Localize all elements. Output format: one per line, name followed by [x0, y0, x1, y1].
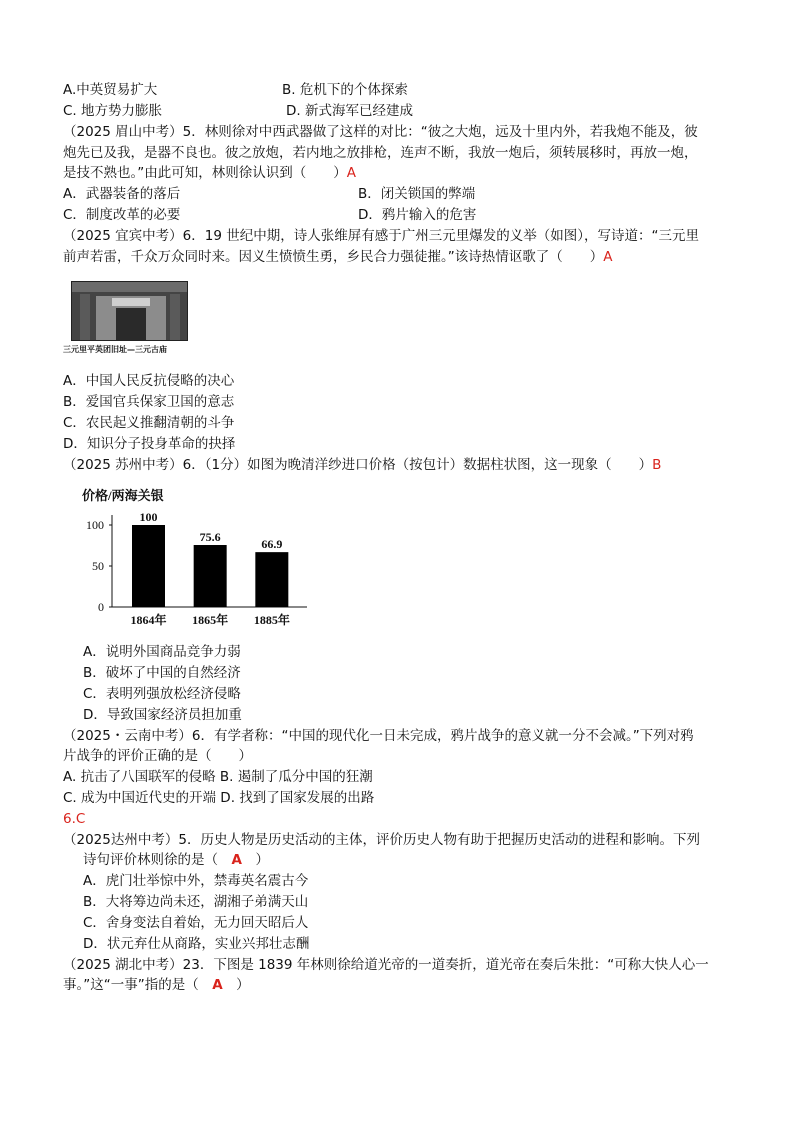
q6-suzhou-option-c: C．表明列强放松经济侵略 [83, 686, 241, 702]
chart-x-tick-label: 1865年 [192, 613, 229, 627]
q6-yibin-option-c: C．农民起义推翻清朝的斗争 [63, 415, 235, 431]
q6-yibin-answer: A [603, 249, 613, 265]
q23-hubei-stem-text: 事。”这“一事”指的是（ [63, 977, 213, 993]
q6-yibin-option-b: B．爱国官兵保家卫国的意志 [63, 394, 235, 410]
q5-dazhou-stem-text: 诗句评价林则徐的是（ [83, 852, 232, 868]
q6-yibin-option-d: D．知识分子投身革命的抉择 [63, 436, 236, 452]
chart-bar-value-label: 75.6 [199, 530, 221, 545]
q5-meishan-stem-3 [63, 163, 356, 183]
q5-meishan-option-b: B．闭关锁国的弊端 [358, 186, 476, 202]
chart-y-tick-label: 100 [86, 518, 104, 532]
chart-y-tick-label: 50 [92, 559, 104, 573]
q6-yibin-stem-1: （2025 宜宾中考）6．19 世纪中期，诗人张维屏有感于广州三元里爆发的义举（如图），写诗道：“三元里 [63, 228, 699, 244]
chart-plot-area [86, 510, 307, 627]
q6-yibin-option-a: A．中国人民反抗侵略的决心 [63, 373, 235, 389]
q5-meishan-option-a: A．武器装备的落后 [63, 186, 181, 202]
q6-suzhou-option-a: A．说明外国商品竞争力弱 [83, 644, 241, 660]
q5-meishan-stem-1: （2025 眉山中考）5．林则徐对中西武器做了这样的对比：“彼之大炮，远及十里内外，若我炮不能及，彼 [63, 124, 698, 140]
q6-suzhou-option-d: D．导致国家经济员担加重 [83, 707, 242, 723]
q6-yunnan-answer: 6.C [63, 811, 86, 827]
q6-yunnan-options-cd: C. 成为中国近代史的开端 D. 找到了国家发展的出路 [63, 790, 375, 806]
chart-x-tick-label: 1864年 [130, 613, 167, 627]
chart-y-axis-label: 价格/两海关银 [82, 488, 164, 503]
sanyuanli-temple-photo [71, 281, 188, 341]
q5-dazhou-stem-1: （2025达州中考）5．历史人物是历史活动的主体，评价历史人物有助于把握历史活动的进程和影响。下列 [63, 832, 700, 848]
q5-meishan-stem-text: 是技不熟也。”由此可知，林则徐认识到（ ） [63, 165, 347, 181]
chart-bar-value-label: 66.9 [261, 537, 283, 552]
chart-bar [255, 552, 288, 607]
q4-option-c: C. 地方势力膨胀 [63, 103, 163, 119]
chart-bar [194, 545, 227, 607]
q6-yunnan-options-ab: A. 抗击了八国联军的侵略 B. 遏制了瓜分中国的狂潮 [63, 769, 373, 785]
photo-caption: 三元里平英团旧址—三元古庙 [63, 345, 167, 354]
yarn-price-bar-chart [82, 480, 322, 636]
q4-option-b: B. 危机下的个体探索 [282, 82, 408, 98]
q5-meishan-option-c: C．制度改革的必要 [63, 207, 181, 223]
q5-dazhou-option-b: B．大将筹边尚未还，湖湘子弟满天山 [83, 894, 309, 910]
q5-meishan-answer: A [346, 165, 356, 181]
chart-bar-value-label: 100 [139, 510, 158, 524]
q5-meishan-option-d: D．鸦片输入的危害 [358, 207, 477, 223]
q23-hubei-stem-1: （2025 湖北中考）23．下图是 1839 年林则徐给道光帝的一道奏折，道光帝在奏后朱批：“可称大快人心一 [63, 957, 709, 973]
q6-yibin-stem-2 [63, 247, 613, 267]
q6-suzhou-answer: B [652, 457, 662, 473]
q5-dazhou-option-a: A．虎门壮举惊中外，禁毒英名震古今 [83, 873, 309, 889]
q6-suzhou-stem [63, 455, 661, 475]
q5-dazhou-answer: A [231, 852, 242, 868]
q5-dazhou-stem-close: ） [241, 852, 269, 868]
q5-dazhou-option-d: D．状元弃仕从商路，实业兴邦壮志酬 [83, 936, 310, 952]
q6-suzhou-stem-text: （2025 苏州中考）6．（1分）如图为晚清洋纱进口价格（按包计）数据柱状图，这一现象（ ） [63, 457, 653, 473]
chart-bar [132, 525, 165, 607]
q4-option-d: D. 新式海军已经建成 [286, 103, 413, 119]
q23-hubei-stem-close: ） [222, 977, 250, 993]
chart-y-tick-label: 0 [98, 600, 104, 614]
q6-yunnan-stem-1: （2025・云南中考）6．有学者称：“中国的现代化一日未完成，鸦片战争的意义就一分不会减。”下列对鸦 [63, 728, 694, 744]
q4-option-a: A.中英贸易扩大 [63, 82, 158, 98]
q23-hubei-answer: A [212, 977, 223, 993]
q23-hubei-stem-2 [63, 975, 250, 995]
q5-dazhou-stem-2 [83, 850, 269, 870]
q6-suzhou-option-b: B．破坏了中国的自然经济 [83, 665, 241, 681]
q5-dazhou-option-c: C．舍身变法自着始，无力回天昭后人 [83, 915, 309, 931]
q6-yunnan-stem-2: 片战争的评价正确的是（ ） [63, 748, 252, 764]
chart-x-tick-label: 1885年 [253, 613, 290, 627]
q5-meishan-stem-2: 炮先已及我，是器不良也。彼之放炮，若内地之放排枪，连声不断，我放一炮后，须转展移时，再放一炮， [63, 145, 698, 161]
q6-yibin-stem-text: 前声若雷，千众万众同时来。因义生愤愤生勇，乡民合力强徒摧。”该诗热情讴歌了（ ） [63, 249, 604, 265]
